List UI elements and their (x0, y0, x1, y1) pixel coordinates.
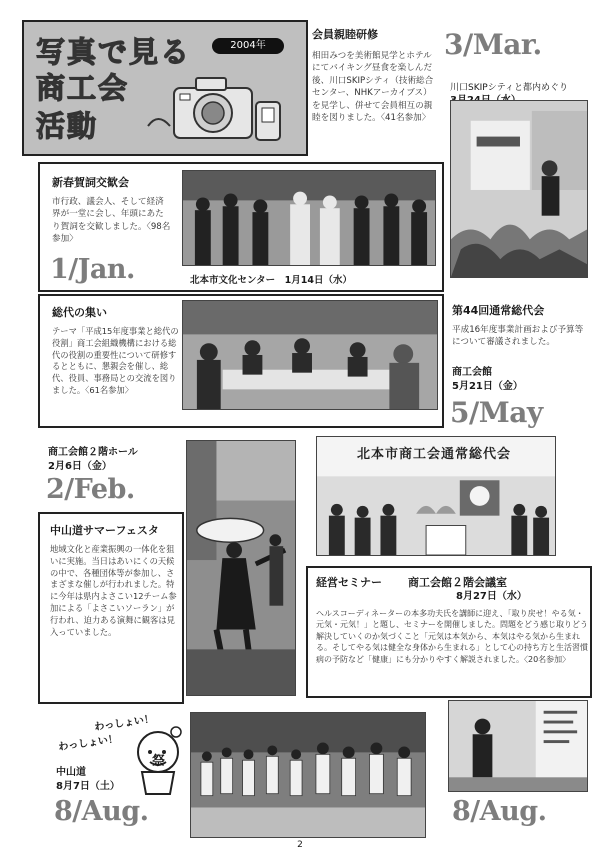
general-date: 2月6日（金） (48, 461, 112, 472)
seminar-photo (448, 700, 588, 792)
mascot-label: 祭 (152, 754, 166, 769)
title-line-2: 商工会 (36, 71, 130, 105)
summer-date-block (38, 706, 188, 836)
new-year-photo (182, 170, 436, 266)
member-trip-big-date: 3/Mar. (444, 28, 542, 61)
general-date-block (40, 436, 180, 506)
seminar-place: 商工会館２階会議室 (408, 576, 507, 589)
general-place: 商工会館２階ホール (48, 447, 138, 458)
new-year-caption: 北本市文化センター 1月14日（水） (190, 275, 352, 286)
summer-date: 8月7日（土） (56, 781, 120, 792)
summer-heading: 中山道サマーフェスタ (50, 524, 159, 537)
summer-box (38, 512, 184, 704)
annual-place: 商工会館 (452, 367, 492, 378)
annual-date: 5月21日（金） (452, 381, 523, 392)
seminar-heading: 経営セミナー (316, 576, 382, 589)
parade-photo (190, 712, 426, 838)
new-year-heading: 新春賀詞交歓会 (52, 176, 129, 189)
shout-text-2: わっしょい！ (57, 733, 119, 754)
member-trip-photo (450, 100, 588, 278)
annual-big-date: 5/May (450, 396, 543, 429)
seminar-text: ヘルスコーディネーターの本多功夫氏を講師に迎え、「取り戻せ！やる気・元気・元気！」と題し、セミナーを開催しました。問題をどう感じ取りどう解決していくのか気づくこと「元気は本気から、本気はやる気から生まれる。そしてやる気は健全な身体から生まれる」として心の持ち方と生活習慣病の予防など「健康」にも分かりやすく解説されました。〈20名参加〉 (316, 609, 588, 664)
member-trip-text: 相田みつを美術館見学とホテルにてバイキング昼食を楽しんだ後、川口SKIPシティ（技術総合センター、NHKアーカイブス）を見学し、併せて会員相互の親睦を図りました。〈41名参加〉 (312, 51, 434, 124)
annual-section (448, 294, 594, 434)
year-badge: 2004年 (212, 38, 284, 54)
title-line-3: 活動 (36, 109, 99, 143)
shout-text-1: わっしょい！ (93, 713, 155, 734)
seminar-date: 8月27日（水） (456, 591, 527, 602)
camera-icon (144, 66, 304, 150)
general-text: テーマ「平成15年度事業と総代の役割」商工会組織機構における総代の役割の重要性について研修するとともに、懇親会を催し、総代、役員、事務局との交流を図りました。〈61名参加〉 (52, 326, 179, 395)
annual-heading: 第44回通常総代会 (452, 304, 545, 317)
general-heading: 総代の集い (52, 306, 107, 319)
new-year-big-date: 1/Jan. (50, 254, 135, 285)
member-trip-heading: 会員親睦研修 (312, 28, 378, 41)
page-number: 2 (297, 840, 303, 850)
member-trip-place: 川口SKIPシティと都内めぐり (450, 83, 568, 93)
general-photo (182, 300, 438, 410)
annual-photo (316, 436, 556, 556)
summer-text: 地域文化と産業振興の一体化を狙いに実施。当日はあいにくの天候の中で、各種団体等が参加し、さまざまな催しが行われました。特に今年は県内よさこい12チーム参加による「よさこいソーラン」が行われ、迫力ある演舞に観客は見入っていました。 (50, 544, 177, 637)
seminar-big-date: 8/Aug. (452, 796, 547, 827)
annual-text: 平成16年度事業計画および予算等について審議されました。 (452, 325, 584, 348)
seminar-box (306, 566, 592, 698)
summer-place: 中山道 (56, 767, 86, 778)
summer-festival-photo (186, 440, 296, 696)
general-big-date: 2/Feb. (46, 474, 135, 505)
summer-big-date: 8/Aug. (54, 796, 149, 827)
new-year-text: 市行政、議会人、そして経済界が一堂に会し、年頭にあたり賀詞を交歓しました。〈98名参加〉 (52, 197, 171, 245)
annual-banner: 北本市商工会通常総代会 (357, 447, 512, 462)
title-line-1: 写真で見る (36, 35, 192, 69)
title-panel (22, 20, 308, 156)
